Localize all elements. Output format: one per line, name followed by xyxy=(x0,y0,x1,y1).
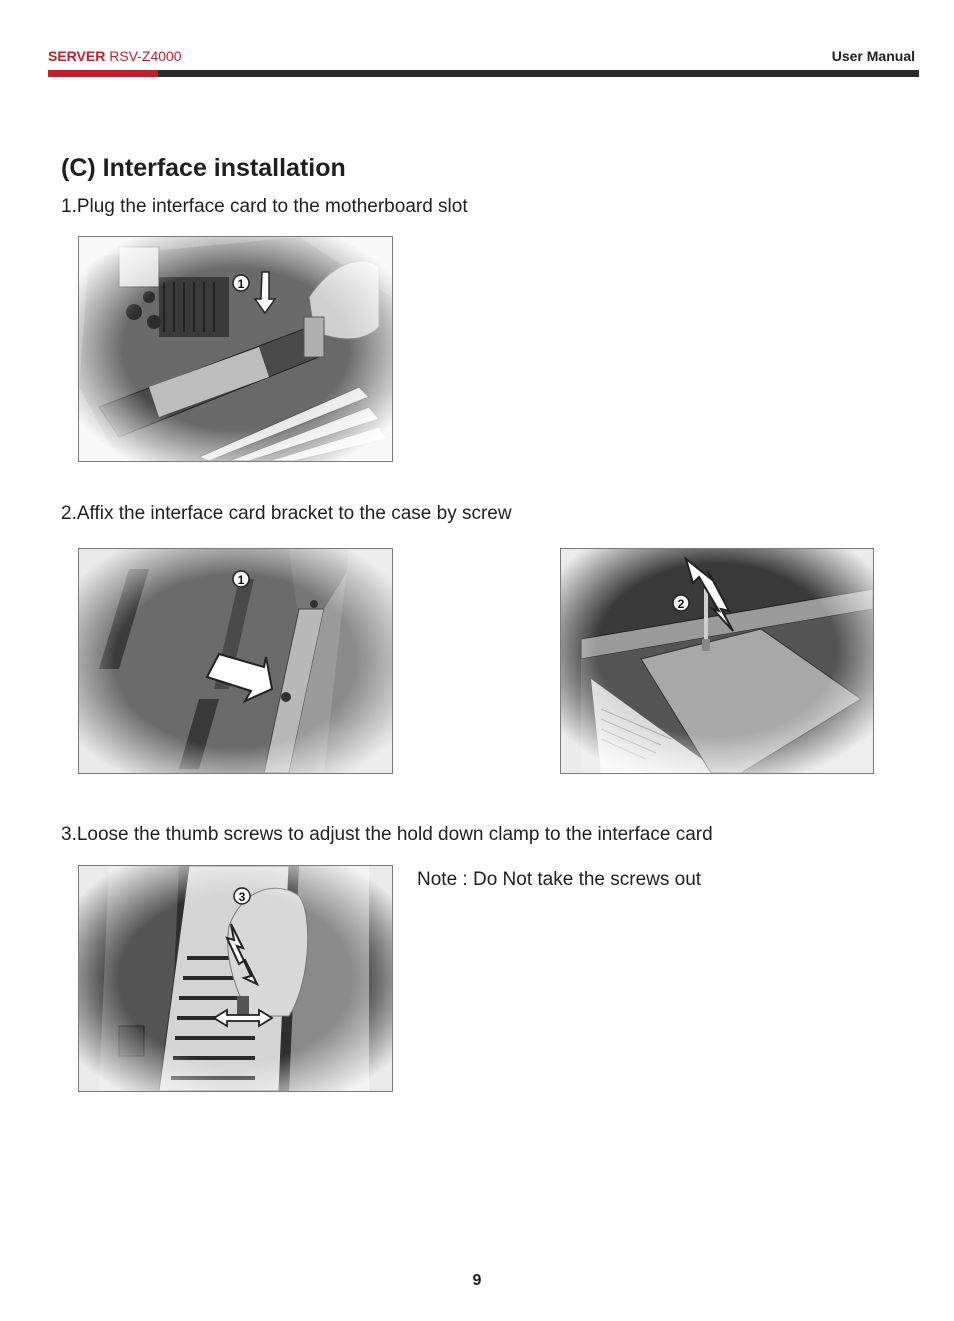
section-title: (C) Interface installation xyxy=(61,154,346,182)
callout-1-label: 1 xyxy=(237,277,245,291)
thumb-screw-photo xyxy=(78,865,393,1092)
screw-photo xyxy=(560,548,874,774)
model-name: RSV-Z4000 xyxy=(109,48,182,64)
step-2-text: 2.Affix the interface card bracket to the case by screw xyxy=(61,503,512,524)
note-text: Note : Do Not take the screws out xyxy=(417,869,702,890)
header-brand xyxy=(48,47,182,65)
callout-1-label: 1 xyxy=(237,573,245,587)
manual-label: User Manual xyxy=(831,48,915,64)
step-3-text: 3.Loose the thumb screws to adjust the hold down clamp to the interface card xyxy=(61,824,713,845)
callout-3-label: 3 xyxy=(238,890,246,904)
step-1-text: 1.Plug the interface card to the motherboard slot xyxy=(61,196,468,217)
header-rule xyxy=(48,70,919,77)
bracket-photo xyxy=(78,548,393,774)
brand-name: SERVER xyxy=(48,48,106,64)
header-rule-accent xyxy=(48,70,158,77)
callout-2-label: 2 xyxy=(677,597,685,611)
page-number: 9 xyxy=(472,1272,482,1289)
motherboard-slot-photo xyxy=(78,236,393,462)
